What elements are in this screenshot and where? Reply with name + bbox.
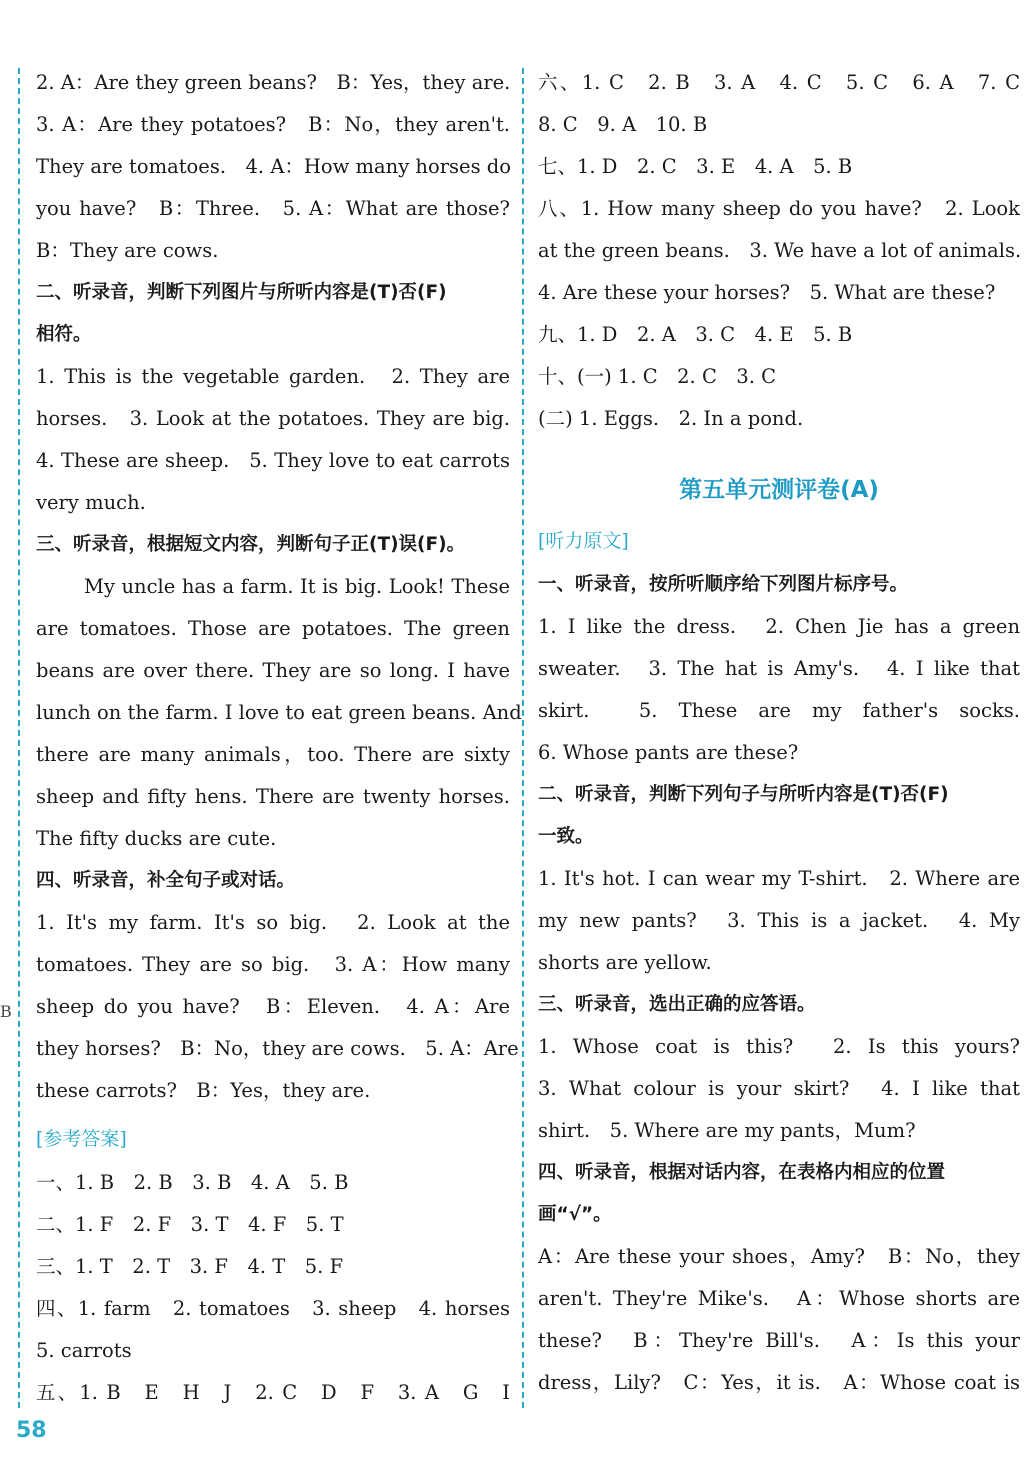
answer-line: 5. carrots: [36, 1339, 132, 1362]
section-heading: 一、听录音，按所听顺序给下列图片标序号。: [538, 574, 909, 595]
text-line: 2. A：Are they green beans? B：Yes，they are.: [36, 71, 511, 94]
text-line: 4. These are sheep. 5. They love to eat carrots: [36, 449, 510, 472]
text-line: 1. Whose coat is this? 2. Is this yours?: [538, 1035, 1020, 1058]
text-line: The fifty ducks are cute.: [36, 827, 277, 850]
text-line: dress，Lily? C：Yes，it is. A：Whose coat is: [538, 1371, 1020, 1394]
page-number: 58: [16, 1418, 47, 1443]
answer-line: 七、1. D 2. C 3. E 4. A 5. B: [538, 155, 853, 178]
answer-line: 九、1. D 2. A 3. C 4. E 5. B: [538, 323, 853, 346]
column-divider: [522, 68, 524, 1408]
left-column: [36, 62, 522, 1414]
section-heading: 画“√”。: [538, 1204, 612, 1225]
text-line: 1. I like the dress. 2. Chen Jie has a green: [538, 615, 1020, 638]
section-heading: 一致。: [538, 826, 594, 847]
text-line: these carrots? B：Yes，they are.: [36, 1079, 371, 1102]
answer-line: 三、1. T 2. T 3. F 4. T 5. F: [36, 1255, 344, 1278]
answer-line: 五、1. B E H J 2. C D F 3. A G I: [36, 1381, 510, 1404]
text-line: sheep and fifty hens. There are twenty horses.: [36, 785, 510, 808]
text-line: 3. What colour is your skirt? 4. I like that: [538, 1077, 1020, 1100]
text-line: tomatoes. They are so big. 3. A：How many: [36, 953, 510, 976]
answer-line: 六、1. C 2. B 3. A 4. C 5. C 6. A 7. C: [538, 71, 1020, 94]
answer-line: 四、1. farm 2. tomatoes 3. sheep 4. horses: [36, 1297, 510, 1320]
answer-line: 8. C 9. A 10. B: [538, 113, 708, 136]
text-line: lunch on the farm. I love to eat green beans. And: [36, 701, 522, 724]
answer-line: 十、(一) 1. C 2. C 3. C: [538, 365, 777, 388]
answer-line: 4. Are these your horses? 5. What are these?: [538, 281, 996, 304]
section-heading: 三、听录音，根据短文内容，判断句子正(T)误(F)。: [36, 534, 466, 555]
text-line: A：Are these your shoes，Amy? B：No，they: [538, 1245, 1020, 1268]
text-line: horses. 3. Look at the potatoes. They are big.: [36, 407, 510, 430]
text-line: these? B：They're Bill's. A：Is this your: [538, 1329, 1020, 1352]
text-line: my new pants? 3. This is a jacket. 4. My: [538, 909, 1020, 932]
text-line: sheep do you have? B：Eleven. 4. A：Are: [36, 995, 510, 1018]
section-heading: 四、听录音，根据对话内容，在表格内相应的位置: [538, 1162, 946, 1183]
text-line: sweater. 3. The hat is Amy's. 4. I like that: [538, 657, 1020, 680]
text-line: skirt. 5. These are my father's socks.: [538, 699, 1020, 722]
text-line: aren't. They're Mike's. A：Whose shorts are: [538, 1287, 1020, 1310]
text-line: beans are over there. They are so long. I have: [36, 659, 510, 682]
transcript-tag: [听力原文]: [538, 530, 629, 552]
margin-mark: B: [0, 1002, 12, 1021]
answer-line: at the green beans. 3. We have a lot of animals.: [538, 239, 1022, 262]
text-line: My uncle has a farm. It is big. Look! These: [84, 575, 510, 598]
section-heading: 二、听录音，判断下列句子与所听内容是(T)否(F): [538, 784, 949, 805]
text-line: 3. A：Are they potatoes? B：No，they aren't.: [36, 113, 510, 136]
text-line: 1. It's hot. I can wear my T-shirt. 2. Where are: [538, 867, 1020, 890]
text-line: 1. This is the vegetable garden. 2. They are: [36, 365, 510, 388]
answers-tag-row: [36, 1118, 510, 1160]
right-column: [538, 62, 1020, 1404]
text-line: 1. It's my farm. It's so big. 2. Look at the: [36, 911, 510, 934]
text-line: are tomatoes. Those are potatoes. The green: [36, 617, 510, 640]
answer-line: 二、1. F 2. F 3. T 4. F 5. T: [36, 1213, 344, 1236]
text-line: there are many animals，too. There are sixty: [36, 743, 510, 766]
section-heading: 相符。: [36, 324, 92, 345]
text-line: they horses? B：No，they are cows. 5. A：Are: [36, 1037, 519, 1060]
section-heading: 四、听录音，补全句子或对话。: [36, 870, 296, 891]
text-line: shirt. 5. Where are my pants，Mum?: [538, 1119, 916, 1142]
section-heading: 三、听录音，选出正确的应答语。: [538, 994, 816, 1015]
answer-line: (二) 1. Eggs. 2. In a pond.: [538, 407, 804, 430]
answer-line: 一、1. B 2. B 3. B 4. A 5. B: [36, 1171, 349, 1194]
text-line: very much.: [36, 491, 146, 514]
text-line: shorts are yellow.: [538, 951, 712, 974]
text-line: you have? B：Three. 5. A：What are those?: [36, 197, 510, 220]
text-line: 6. Whose pants are these?: [538, 741, 799, 764]
answer-line: 八、1. How many sheep do you have? 2. Look: [538, 197, 1020, 220]
unit-title: 第五单元测评卷(A): [679, 477, 879, 503]
text-line: They are tomatoes. 4. A：How many horses do: [36, 155, 512, 178]
section-heading: 二、听录音，判断下列图片与所听内容是(T)否(F): [36, 282, 447, 303]
answers-tag: [参考答案]: [36, 1128, 127, 1150]
transcript-tag-row: [538, 520, 1020, 562]
text-line: B：They are cows.: [36, 239, 219, 262]
left-margin-rule: [18, 68, 20, 1408]
